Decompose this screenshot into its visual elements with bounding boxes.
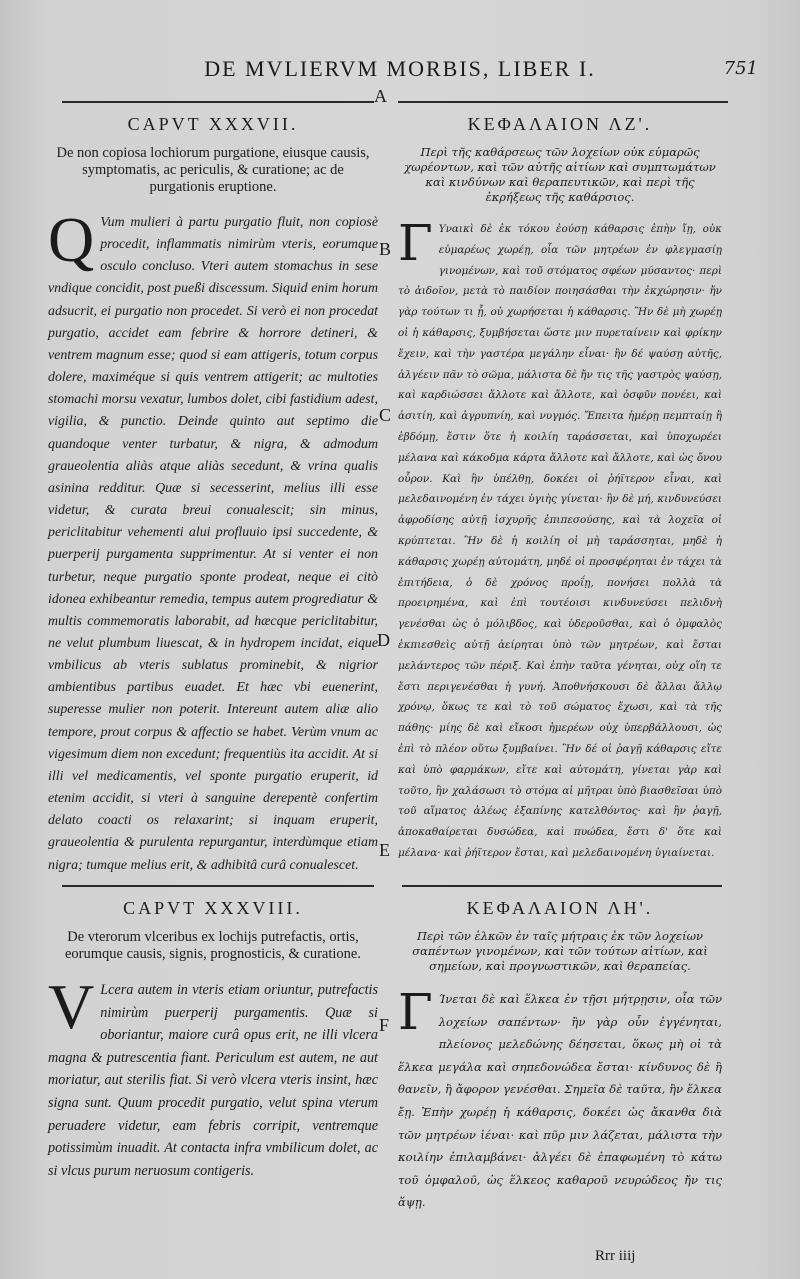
running-title: DE MVLIERVM MORBIS, LIBER I. [204, 56, 596, 81]
chapter-text: Lcera autem in vteris etiam oriuntur, putrefactis nimirùm puerperij purgamentis. Quæ si oboriantur, maiore curâ opus erit, ne illi vlcera magna & putrescentia fiant. Periculum est autem, ne aut moriatur, aut sterilis fiat. Si verò vlcera vteris insint, hæc signa sunt. Quum procedit purgatio, velut spina vterum peruadere videtur, eam febris corripit, ventremque potissimùm inuadit. At contacta infra vmbilicum dolet, ac si vlcus purum neruosum contigeris. [48, 982, 378, 1179]
drop-capital: Γ [398, 983, 433, 1041]
header-rule-left [62, 101, 374, 103]
chapter-rule-left [62, 885, 374, 887]
header-rule-right [398, 101, 728, 103]
chapter-body [398, 214, 722, 864]
latin-chapter-38 [48, 898, 378, 1182]
latin-chapter-37 [48, 114, 378, 877]
chapter-subtitle: Περὶ τῶν ἑλκῶν ἐν ταῖς μήτραις ἐκ τῶν λοχείων σαπέντων γινομένων, καὶ τῶν τούτων αἰτίων, καὶ σημείων, καὶ προγνωστικῶν, καὶ θεραπείας. [412, 929, 708, 973]
chapter-title: CAPVT XXXVIII. [123, 898, 303, 918]
chapter-subtitle: De vterorum vlceribus ex lochijs putrefactis, ortis, eorumque causis, signis, prognosticis, & curatione. [65, 929, 361, 962]
chapter-subtitle: De non copiosa lochiorum purgatione, eiusque causis, symptomatis, ac periculis, & curatione; ac de purgationis eruptione. [56, 145, 370, 195]
greek-chapter-38 [398, 898, 722, 1214]
chapter-text: Ίνεται δὲ καὶ ἕλκεα ἐν τῇσι μήτρῃσιν, οἷα τῶν λοχείων σαπέντων· ἢν γὰρ οὖν ἐγγένηται, πλείονος μελεδώνης δέησεται, ὅκως μὴ οἱ τὰ ἕλκεα μεγάλα καὶ σηπεδονώδεα ἔσται· κίνδυνος δὲ ἢ θανεῖν, ἢ ἄφορον γενέσθαι. Σημεῖα δὲ ταῦτα, ἢν ἕλκεα ἔῃ. Ἐπὴν χωρέῃ ἡ κάθαρσις, δοκέει ὡς ἄκανθα διὰ τῶν μητρέων ἰέναι· καὶ πῦρ μιν λάζεται, μάλιστα τὴν κοιλίην ἐπιλαμβάνει· ἀλγέει δὲ ἐπαφωμένη τὸ κάτω τοῦ ὀμφαλοῦ, ὡς ἕλκεος καθαροῦ νευρώδεος ἤν τις ἅψῃ. [398, 992, 722, 1210]
chapter-body [48, 971, 378, 1182]
chapter-text: Υναικὶ δὲ ἐκ τόκου ἐούσῃ κάθαρσις ἐπὴν ἴῃ, οὐκ εὐμαρέως χωρέῃ, οἷα τῶν μητρέων ἐν φλεγμασίῃ γινομένων, καὶ τοῦ στόματος σφέων μύσαντος· περὶ τὸ ἀιδοῖον, μετὰ τὸ παιδίον ποιησάσθαι τὴν ἐκχώρησιν· ἤν γὰρ τούτων τι ᾖ, οὐ χωρήσεται ἡ κάθαρσις. Ἢν δὲ μὴ χωρέῃ οἱ ἡ κάθαρσις, ξυμβήσεται ὥστε μιν πυρεταίνειν καὶ φρίκην ἔχειν, καὶ τὴν γαστέρα μεγάλην εἶναι· ἢν δέ ψαύσῃ αὐτῆς, ἀλγέειν πᾶν τὸ σῶμα, μάλιστα δὲ ἤν τις τῆς γαστρὸς ψαύσῃ, καὶ καρδιώσσει ἄλλοτε καὶ ἄλλοτε, καὶ ὀσφῦν πονέει, καὶ ἀσιτίη, καὶ ἀγρυπνίη, καὶ νυγμός. Ἔπειτα ἡμέρῃ πεμπταίῃ ἢ ἑβδόμῃ, ἔστιν ὅτε ἡ κοιλίη ταράσσεται, καὶ ὑποχωρέει μέλανα καὶ κάκοδμα κάρτα ἄλλοτε καὶ ἄλλοτε, καὶ ὡς ὄνου οὖρον. Καὶ ἢν ὑπέλθῃ, δοκέει οἱ ῥήϊτερον εἶναι, καὶ μελεδαινομένη ἐν τάχει ὑγιὴς γίνεται· ἢν δὲ μή, κινδυνεύσει ἀφροδίσης αὐτῇ ἰσχυρῆς ἐπιπεσούσης, καὶ τὰ λοχεῖα οἱ κρύπτεται. Ἢν δὲ ἡ κοιλίη οἱ μὴ ταράσσηται, μηδὲ ἡ κάθαρσις χωρέῃ αὐτομάτη, μηδέ οἱ προσφέρηται ἐν τάχει τὰ ἐπιτήδεια, ὁ δὲ χρόνος προΐῃ, πονήσει πολλὰ τὰ προειρημένα, καὶ ἐπὶ τουτέοισι κινδυνεύσει πελιδνὴ γενέσθαι ὡς ὁ μόλιβδος, καὶ ὑδεροῦσθαι, καὶ ὁ ὀμφαλὸς ἐκπιεσθεὶς αὐτῇ ἀείρηται ὑπὸ τῶν μητρέων, καὶ ἔσται μελάντερος τῶν πέριξ. Καὶ ἐπὴν ταῦτα γένηται, οὐχ οἵη τε ἔστι περιγενέσθαι ἡ γυνή. Ἀποθνήσκουσι δὲ ἄλλαι ἄλλῳ χρόνῳ, ὅκως τε καὶ τὸ τοῦ σώματος ἔχωσι, καὶ τὰ τῆς πάθης· μίης δὲ καὶ εἴκοσι ἡμερέων οὐχ ὑπερβάλλουσι, ὡς ἐπὶ τὸ πλέον οὕτω ξυμβαίνει. Ἢν δέ οἱ ῥαγῇ κάθαρσις εἴτε καὶ ὑπὸ φαρμάκων, εἴτε καὶ αὐτομάτη, γίνεται γὰρ καὶ τοῦτο, ἢν χαλάσωσι τὸ στόμα αἱ μῆτραι ὑπὸ βιασθεῖσαι ὑπὸ τοῦ αἵματος ἀλέως ἐξαπίνης κατελθόντος· καὶ ἢν ῥαγῇ, ἀποκαθαίρεται δυσώδεα, καὶ πυώδεα, ἔστι δ' ὅτε καὶ μέλανα· καὶ ῥήϊτερον ἔσται, καὶ μελεδαινομένη ὑγιαίνεται. [398, 223, 722, 859]
chapter-body [398, 983, 722, 1214]
chapter-subtitle: Περὶ τῆς καθάρσεως τῶν λοχείων οὐκ εὐμαρῶς χωρέοντων, καὶ τῶν αὐτῆς αἰτίων καὶ συμπτωμάτων καὶ κινδύνων καὶ θεραπευτικῶν, καὶ περὶ τῆς ἐκρήξεως τῆς καθάρσιος. [404, 145, 716, 204]
section-marker-f: F [379, 1015, 390, 1035]
chapter-title: CAPVT XXXVII. [127, 114, 299, 134]
chapter-title: ΚΕΦΑΛΑΙΟΝ ΛΖ'. [467, 114, 653, 134]
signature-mark: Rrr iiij [595, 1248, 636, 1264]
section-marker-e: E [379, 840, 390, 860]
section-marker-b: B [379, 239, 392, 259]
greek-chapter-37 [398, 114, 722, 864]
chapter-text: Vum mulieri à partu purgatio fluit, non copiosè procedit, inflammatis nimirùm vteris, eorumque osculo concluso. Vteri autem stomachus in sese vndique concidit, post pueßi discessum. Siquid enim horum adsucrit, ei purgatio non procedet. Si verò ei non procedat purgatio, accidet eam febrire & horrore detineri, & ventrem magnum esse; quod si eam attigeris, totum corpus dolere, maximéque si quis ventrem attigerit; ac multoties stomachi morsu vexatur, lumbos dolet, cibi fastidium adest, vigilia, & punctio. Deinde quinto aut septimo die quandoque venter turbatur, & nigra, & admodum graueolentia aliàs atque aliàs secedunt, & vrina qualis asinina redditur. Quæ si secesserint, melius illi esse videtur, & curata breui conualescit; sin minus, periclitabitur vehementi alui profluuio ipsi succedente, & puerperij purgamenta supprimentur. At si venter ei non turbetur, neque purgatio sponte prodeat, neque ei citò idonea exhibeantur remedia, tempus autem progrediatur & multis commemoratis laborabit, ad hæcque periclitabitur, ne velut plumbum liuescat, & in hydropem incidat, eique vmbilicus ab vteris sublatus prominebit, & nigrior ambientibus partibus euadet. Et hæc vbi euenerint, superesse mulier non poterit. Intereunt autem aliæ alio tempore, prout corpus & affectio se habet. Verùm vnum ac vigesimum diem non excedunt; frequentiùs ita accidit. At si illi vel medicamentis, vel sponte purgatio eruperit, id etenim accidit, si vteri à sanguine derepentè confertim delato coacti os relaxarint; si inquam eruperit, graueolentia & purulenta repurgantur, interdùmque etiam nigra; tumque melius erit, & adhibitâ curâ conualescet. [48, 215, 378, 873]
section-marker-c: C [379, 405, 392, 425]
page-number: 751 [723, 58, 758, 79]
chapter-rule-right [402, 885, 722, 887]
drop-capital: Q [48, 204, 95, 275]
chapter-body [48, 204, 378, 877]
chapter-title: ΚΕΦΑΛΑΙΟΝ ΛΗ'. [466, 898, 654, 918]
section-marker-d: D [377, 630, 390, 650]
drop-capital: V [48, 971, 95, 1042]
drop-capital: Γ [398, 214, 433, 272]
section-marker-a: A [374, 86, 387, 106]
